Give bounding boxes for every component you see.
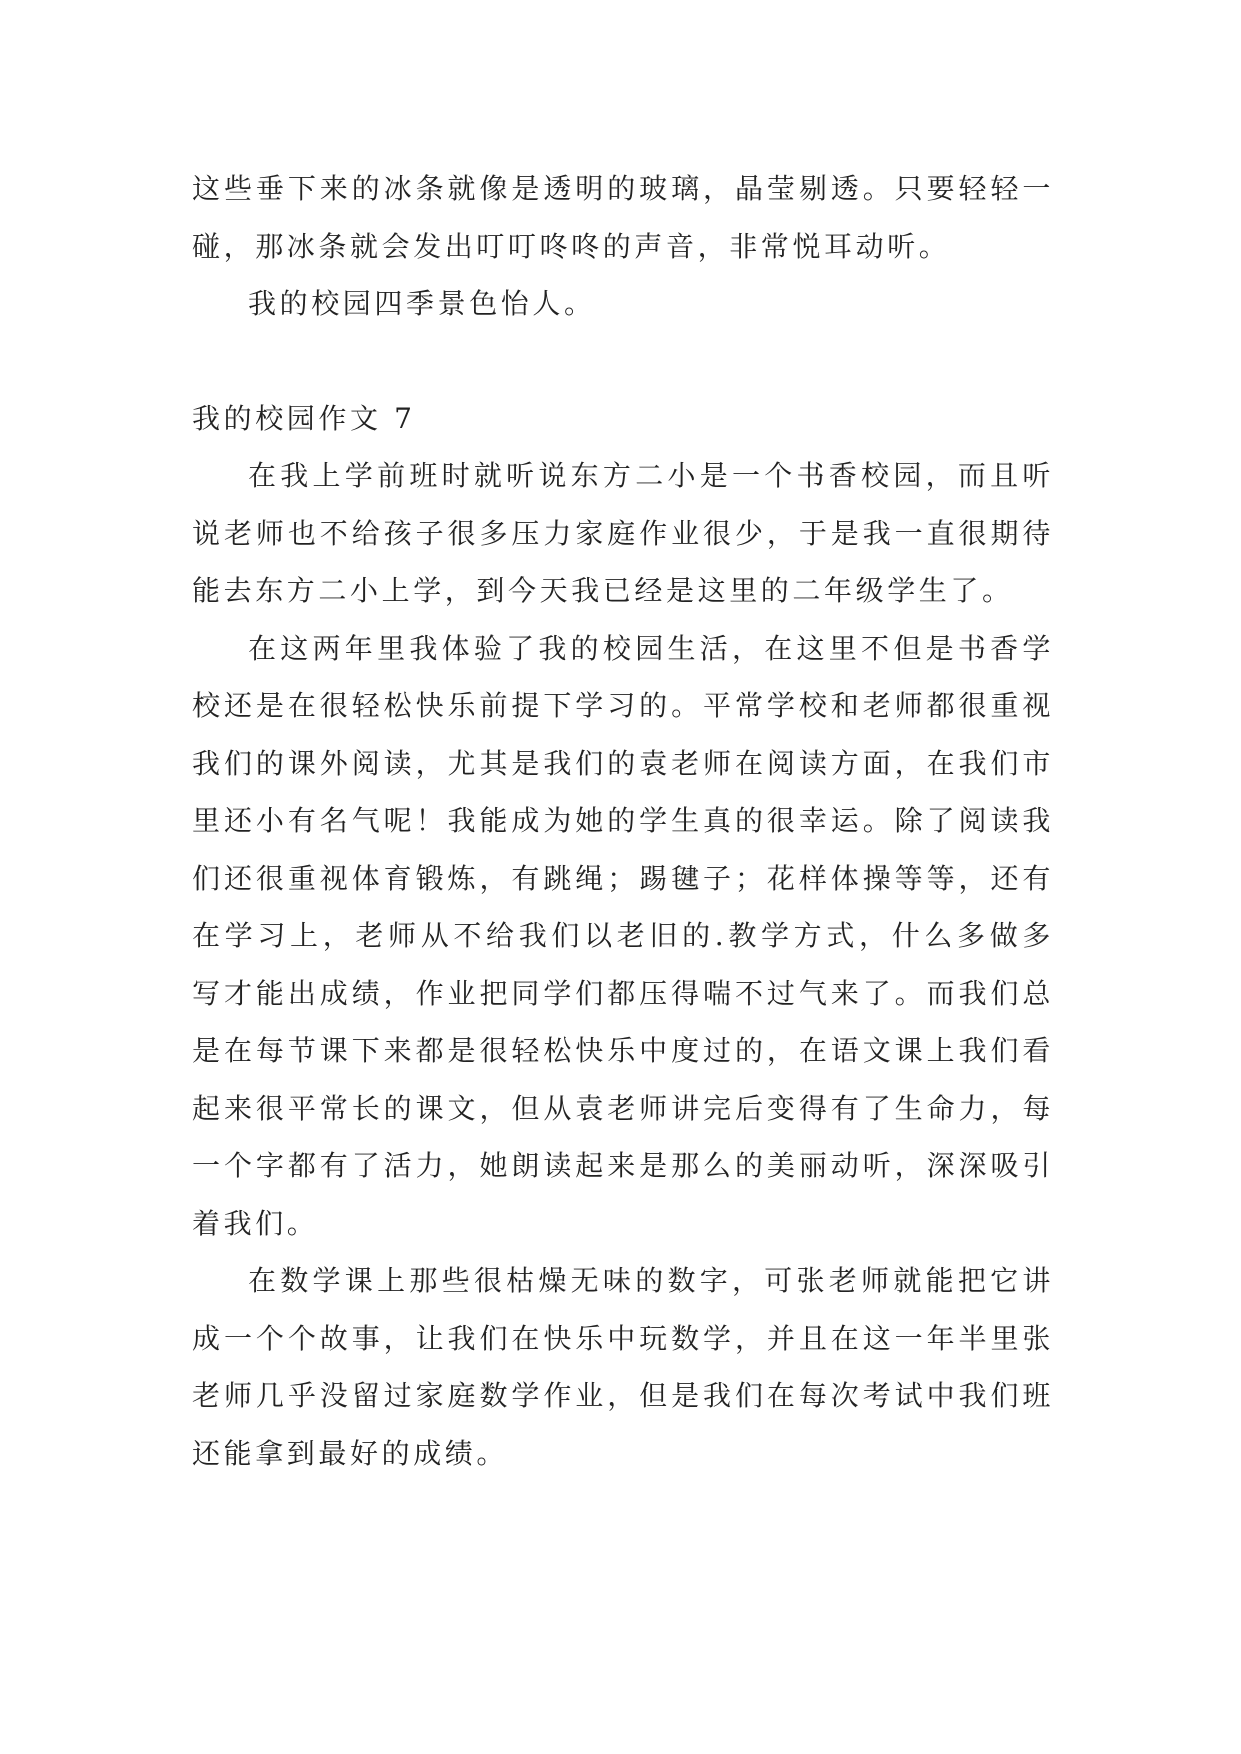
- body-paragraph-2: 在这两年里我体验了我的校园生活，在这里不但是书香学校还是在很轻松快乐前提下学习的。平常学校和老师都很重视我们的课外阅读，尤其是我们的袁老师在阅读方面，在我们市里还小有名气呢！我能成为她的学生真的很幸运。除了阅读我们还很重视体育锻炼，有跳绳；踢毽子；花样体操等等，还有在学习上，老师从不给我们以老旧的.教学方式，什么多做多写才能出成绩，作业把同学们都压得喘不过气来了。而我们总是在每节课下来都是很轻松快乐中度过的，在语文课上我们看起来很平常长的课文，但从袁老师讲完后变得有了生命力，每一个字都有了活力，她朗读起来是那么的美丽动听，深深吸引着我们。: [192, 631, 1054, 1240]
- document-body: [192, 160, 1054, 1482]
- section-title: 我的校园作文 7: [192, 401, 416, 435]
- intro-closing-paragraph: 我的校园四季景色怡人。: [248, 287, 596, 320]
- body-paragraph-3: 在数学课上那些很枯燥无味的数字，可张老师就能把它讲成一个个故事，让我们在快乐中玩数学，并且在这一年半里张老师几乎没留过家庭数学作业，但是我们在每次考试中我们班还能拿到最好的成绩。: [192, 1264, 1054, 1470]
- intro-continuation-paragraph: 这些垂下来的冰条就像是透明的玻璃，晶莹剔透。只要轻轻一碰，那冰条就会发出叮叮咚咚的声音，非常悦耳动听。: [192, 172, 1054, 263]
- body-paragraph-1: 在我上学前班时就听说东方二小是一个书香校园，而且听说老师也不给孩子很多压力家庭作业很少，于是我一直很期待能去东方二小上学，到今天我已经是这里的二年级学生了。: [192, 459, 1054, 607]
- section-spacer: [192, 333, 1054, 390]
